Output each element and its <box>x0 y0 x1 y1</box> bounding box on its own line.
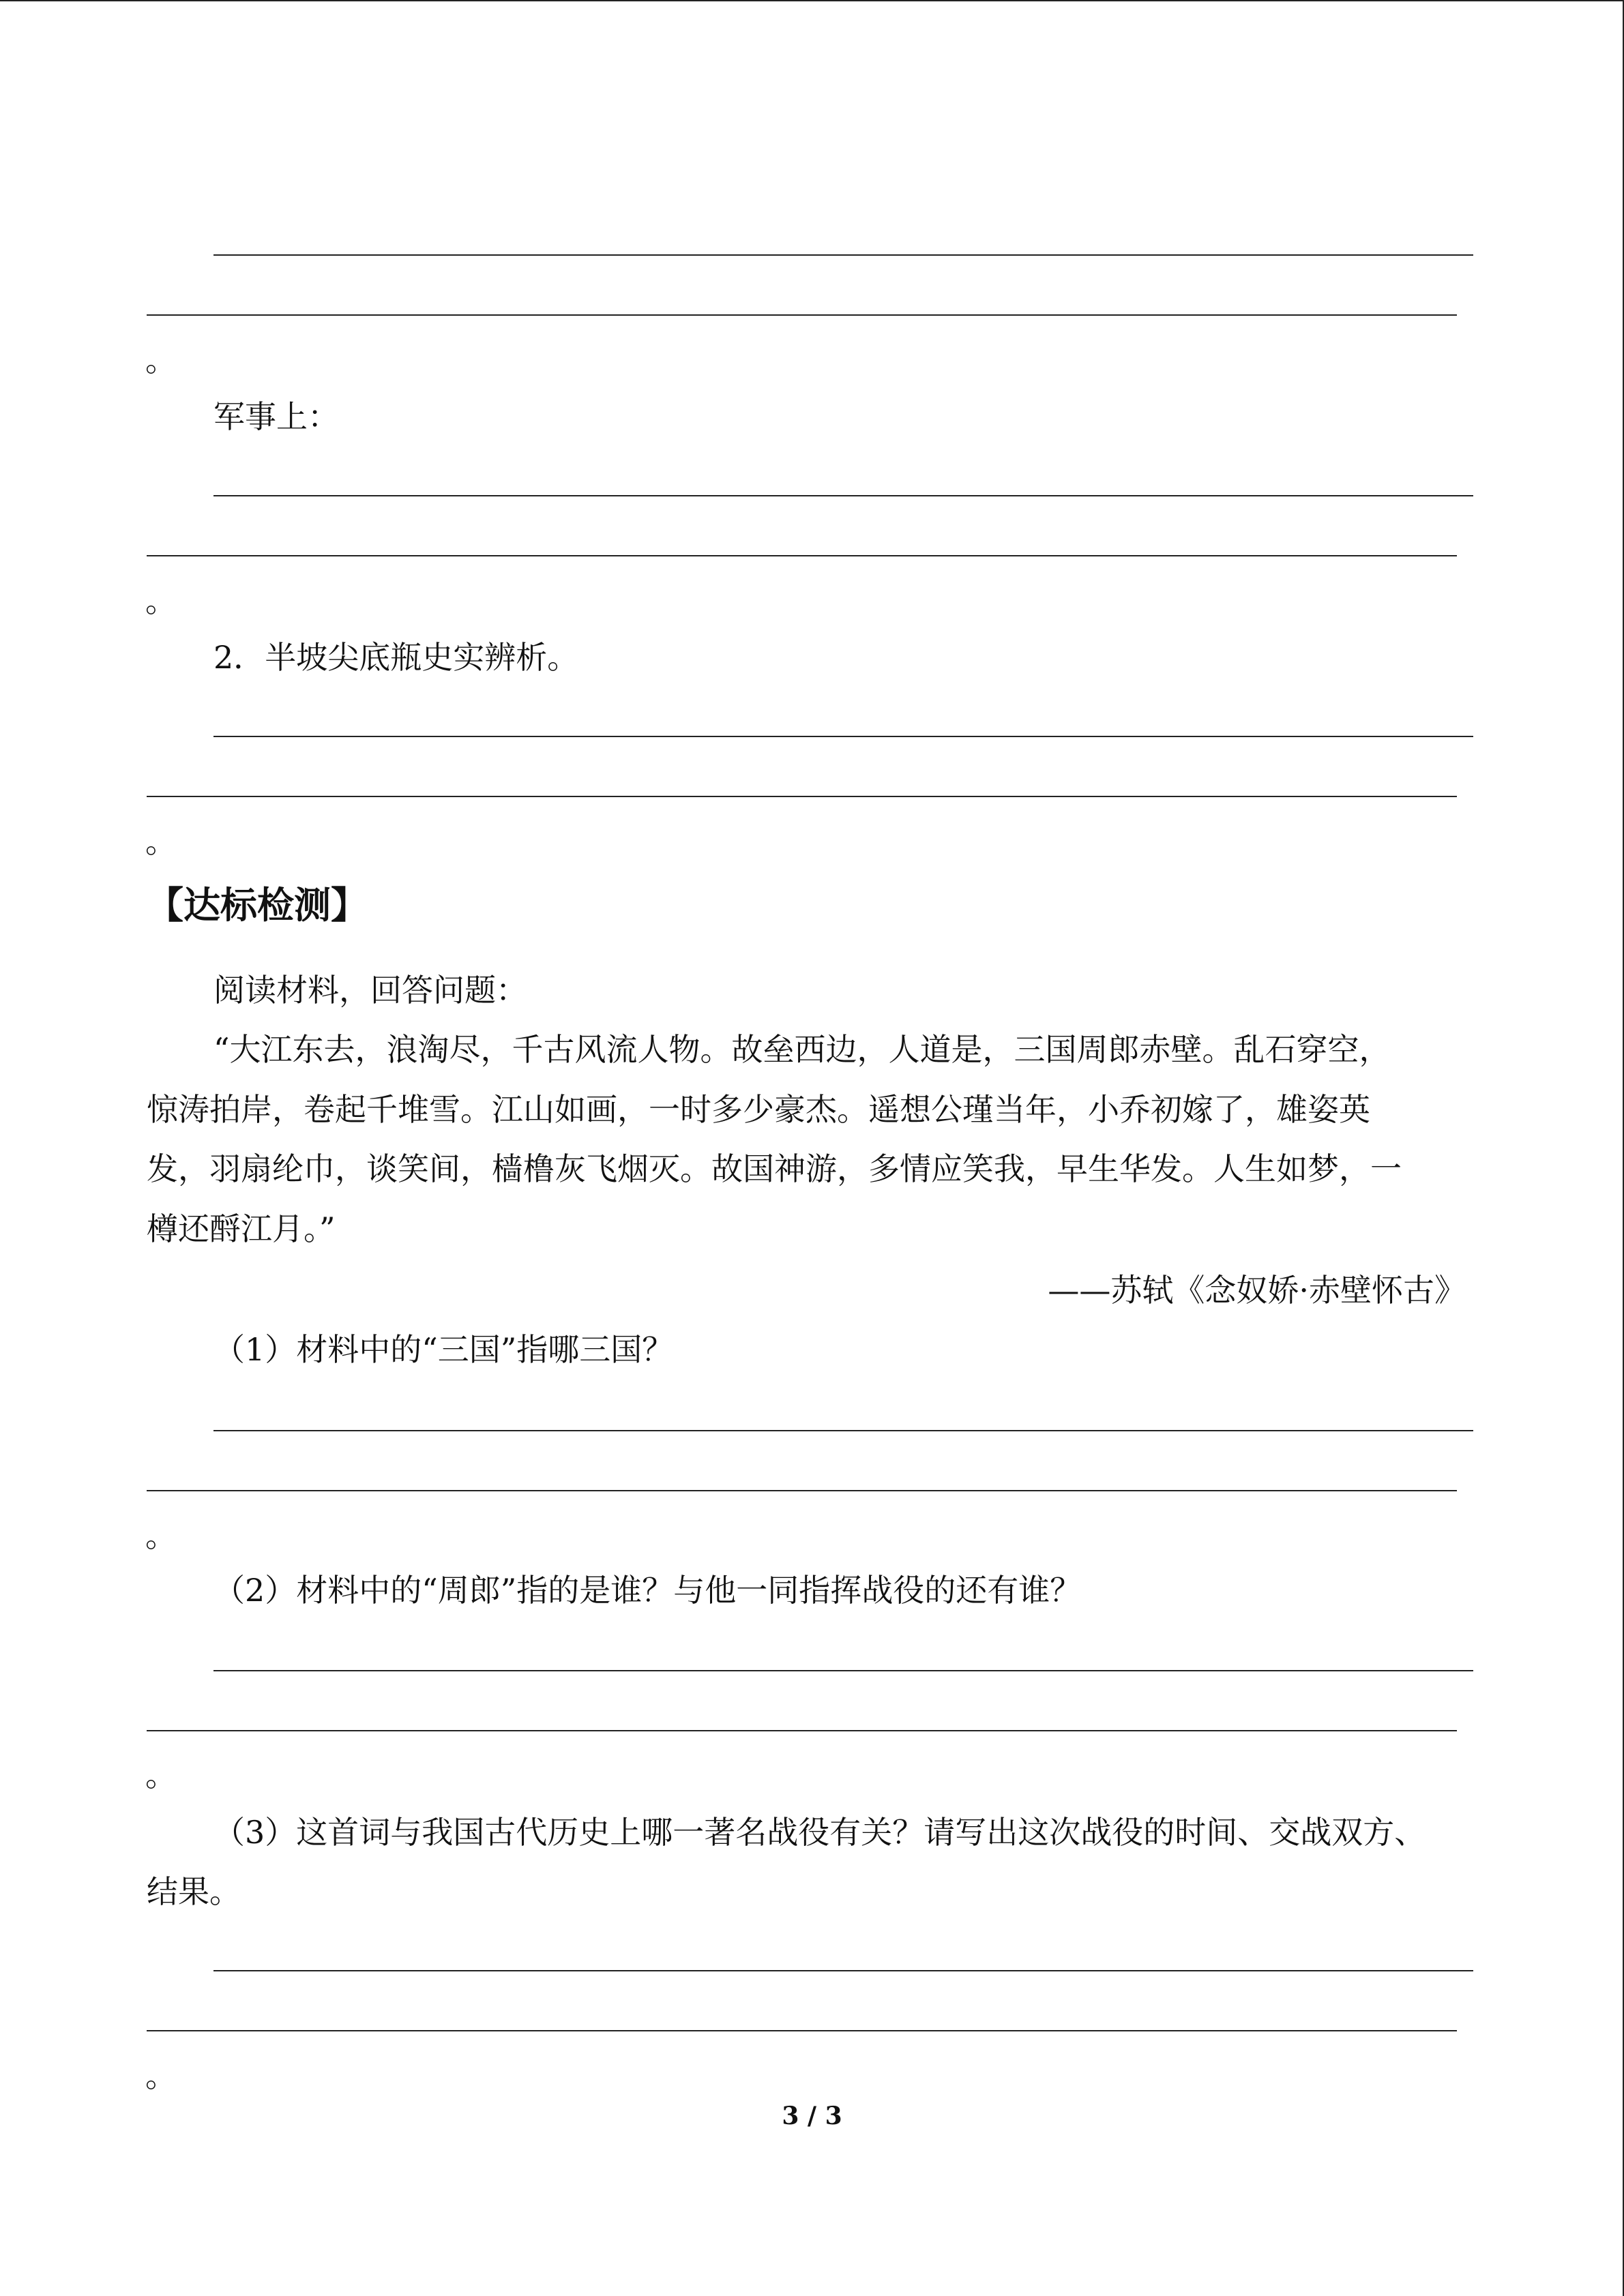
answer-line[interactable] <box>147 2030 1457 2031</box>
answer-line[interactable] <box>147 1490 1457 1491</box>
answer-line[interactable] <box>147 555 1457 556</box>
section-heading: 【达标检测】 <box>147 884 368 927</box>
reading-intro: 阅读材料，回答问题： <box>213 972 527 1009</box>
question-2: 2．半坡尖底瓶史实辨析。 <box>213 639 579 676</box>
poem-author: ——苏轼《念奴娇·赤壁怀古》 <box>1048 1272 1466 1309</box>
page-border-top <box>0 0 1624 1</box>
poem-line-3: 发，羽扇纶巾，谈笑间，樯橹灰飞烟灭。故国神游，多情应笑我，早生华发。人生如梦，一 <box>147 1150 1402 1187</box>
period-mark: 。 <box>145 1517 177 1554</box>
answer-line[interactable] <box>213 254 1473 256</box>
answer-line[interactable] <box>213 1970 1473 1971</box>
question-3-line2: 结果。 <box>147 1873 241 1910</box>
period-mark: 。 <box>145 342 177 378</box>
period-mark: 。 <box>145 1757 177 1793</box>
page-number: 3 / 3 <box>782 2102 842 2130</box>
answer-line[interactable] <box>147 796 1457 797</box>
period-mark: 。 <box>145 582 177 619</box>
poem-line-1: “大江东去，浪淘尽，千古风流人物。故垒西边，人道是，三国周郎赤壁。乱石穿空， <box>213 1031 1391 1068</box>
answer-line[interactable] <box>147 1730 1457 1731</box>
military-label: 军事上： <box>213 398 339 435</box>
answer-line[interactable] <box>147 314 1457 316</box>
poem-line-2: 惊涛拍岸，卷起千堆雪。江山如画，一时多少豪杰。遥想公瑾当年，小乔初嫁了，雄姿英 <box>147 1091 1370 1128</box>
poem-line-4: 樽还酹江月。” <box>147 1210 336 1247</box>
answer-line[interactable] <box>213 495 1473 496</box>
question-1: （1）材料中的“三国”指哪三国？ <box>213 1331 674 1368</box>
answer-line[interactable] <box>213 736 1473 737</box>
period-mark: 。 <box>145 823 177 860</box>
answer-line[interactable] <box>213 1670 1473 1671</box>
period-mark: 。 <box>145 2057 177 2094</box>
question-2b: （2）材料中的“周郎”指的是谁？与他一同指挥战役的还有谁？ <box>213 1572 1082 1609</box>
answer-line[interactable] <box>213 1430 1473 1431</box>
question-3-line1: （3）这首词与我国古代历史上哪一著名战役有关？请写出这次战役的时间、交战双方、 <box>213 1814 1426 1851</box>
